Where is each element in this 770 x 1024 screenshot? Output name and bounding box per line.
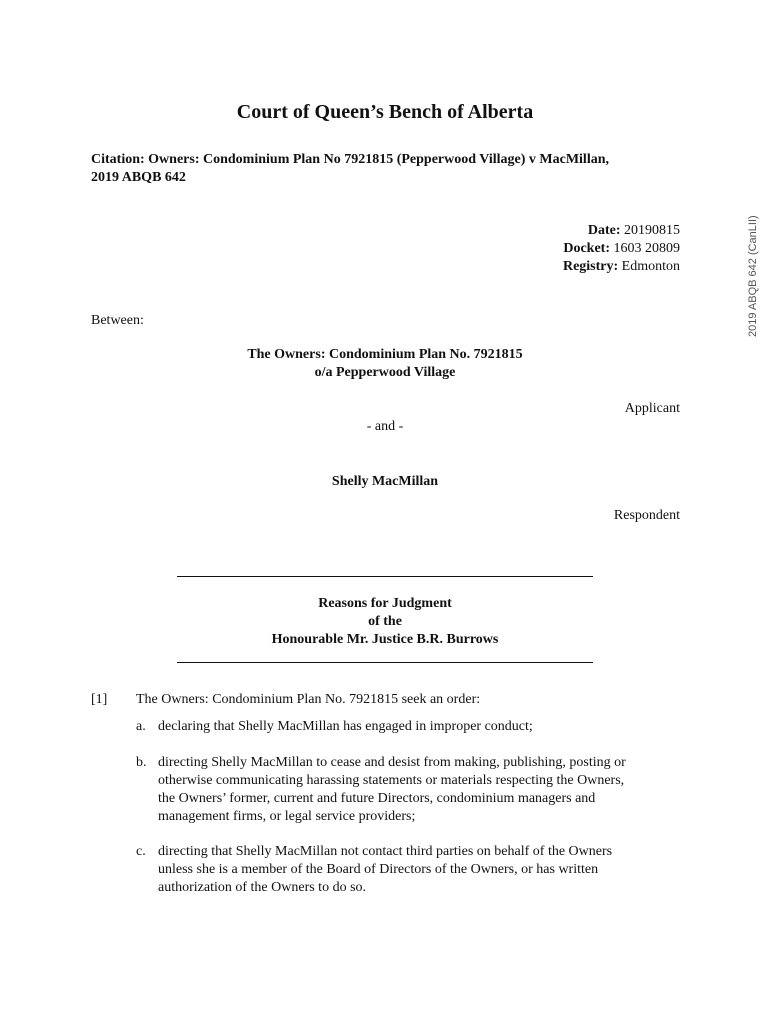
date-value: 20190815	[624, 223, 680, 238]
reasons-heading	[0, 595, 770, 649]
respondent-role: Respondent	[613, 508, 680, 523]
case-metadata	[563, 222, 680, 276]
registry-label: Registry:	[562, 259, 619, 274]
citation-label: Citation:	[91, 152, 145, 167]
reasons-line-3: Honourable Mr. Justice B.R. Burrows	[271, 632, 499, 647]
paragraph-intro: The Owners: Condominium Plan No. 7921815 seek an order:	[136, 692, 481, 707]
applicant-line-1: The Owners: Condominium Plan No. 7921815	[247, 347, 523, 362]
citation-line-2: 2019 ABQB 642	[91, 170, 186, 185]
applicant-line-2: o/a Pepperwood Village	[314, 365, 456, 380]
reasons-line-2: of the	[368, 614, 402, 629]
registry-value: Edmonton	[621, 259, 680, 274]
divider-top	[177, 576, 593, 577]
list-item-line: management firms, or legal service providers;	[158, 809, 416, 824]
date-label: Date:	[587, 223, 621, 238]
citation	[91, 151, 691, 187]
list-item-line: directing that Shelly MacMillan not contact third parties on behalf of the Owners	[158, 844, 613, 859]
court-title: Court of Queen’s Bench of Alberta	[236, 101, 534, 123]
list-item-line: the Owners’ former, current and future Directors, condominium managers and	[158, 791, 596, 806]
registry-row	[563, 258, 680, 276]
between-label: Between:	[91, 313, 144, 328]
docket-row	[563, 240, 680, 258]
date-row	[563, 222, 680, 240]
docket-value: 1603 20809	[613, 241, 680, 256]
list-item-line: directing Shelly MacMillan to cease and desist from making, publishing, posting or	[158, 755, 626, 770]
citation-line-1: Owners: Condominium Plan No 7921815 (Pepperwood Village) v MacMillan,	[148, 152, 609, 167]
list-item-text	[158, 843, 678, 897]
list-item-letter: b.	[136, 755, 147, 770]
list-item-line: declaring that Shelly MacMillan has engaged in improper conduct;	[158, 719, 533, 734]
list-item-text	[158, 754, 678, 826]
canlii-side-stamp: 2019 ABQB 642 (CanLII)	[747, 215, 759, 337]
list-item-line: unless she is a member of the Board of Directors of the Owners, or has written	[158, 862, 599, 877]
reasons-line-1: Reasons for Judgment	[318, 596, 452, 611]
list-item-line: authorization of the Owners to do so.	[158, 880, 367, 895]
list-item-letter: a.	[136, 719, 146, 734]
list-item-text	[158, 718, 678, 736]
applicant-role: Applicant	[624, 401, 680, 416]
applicant-party	[0, 346, 770, 382]
and-separator: - and -	[366, 419, 404, 434]
paragraph-number: [1]	[91, 692, 108, 707]
respondent-name: Shelly MacMillan	[331, 474, 439, 489]
docket-label: Docket:	[563, 241, 610, 256]
divider-bottom	[177, 662, 593, 663]
list-item-letter: c.	[136, 844, 146, 859]
list-item-line: otherwise communicating harassing statements or materials respecting the Owners,	[158, 773, 625, 788]
